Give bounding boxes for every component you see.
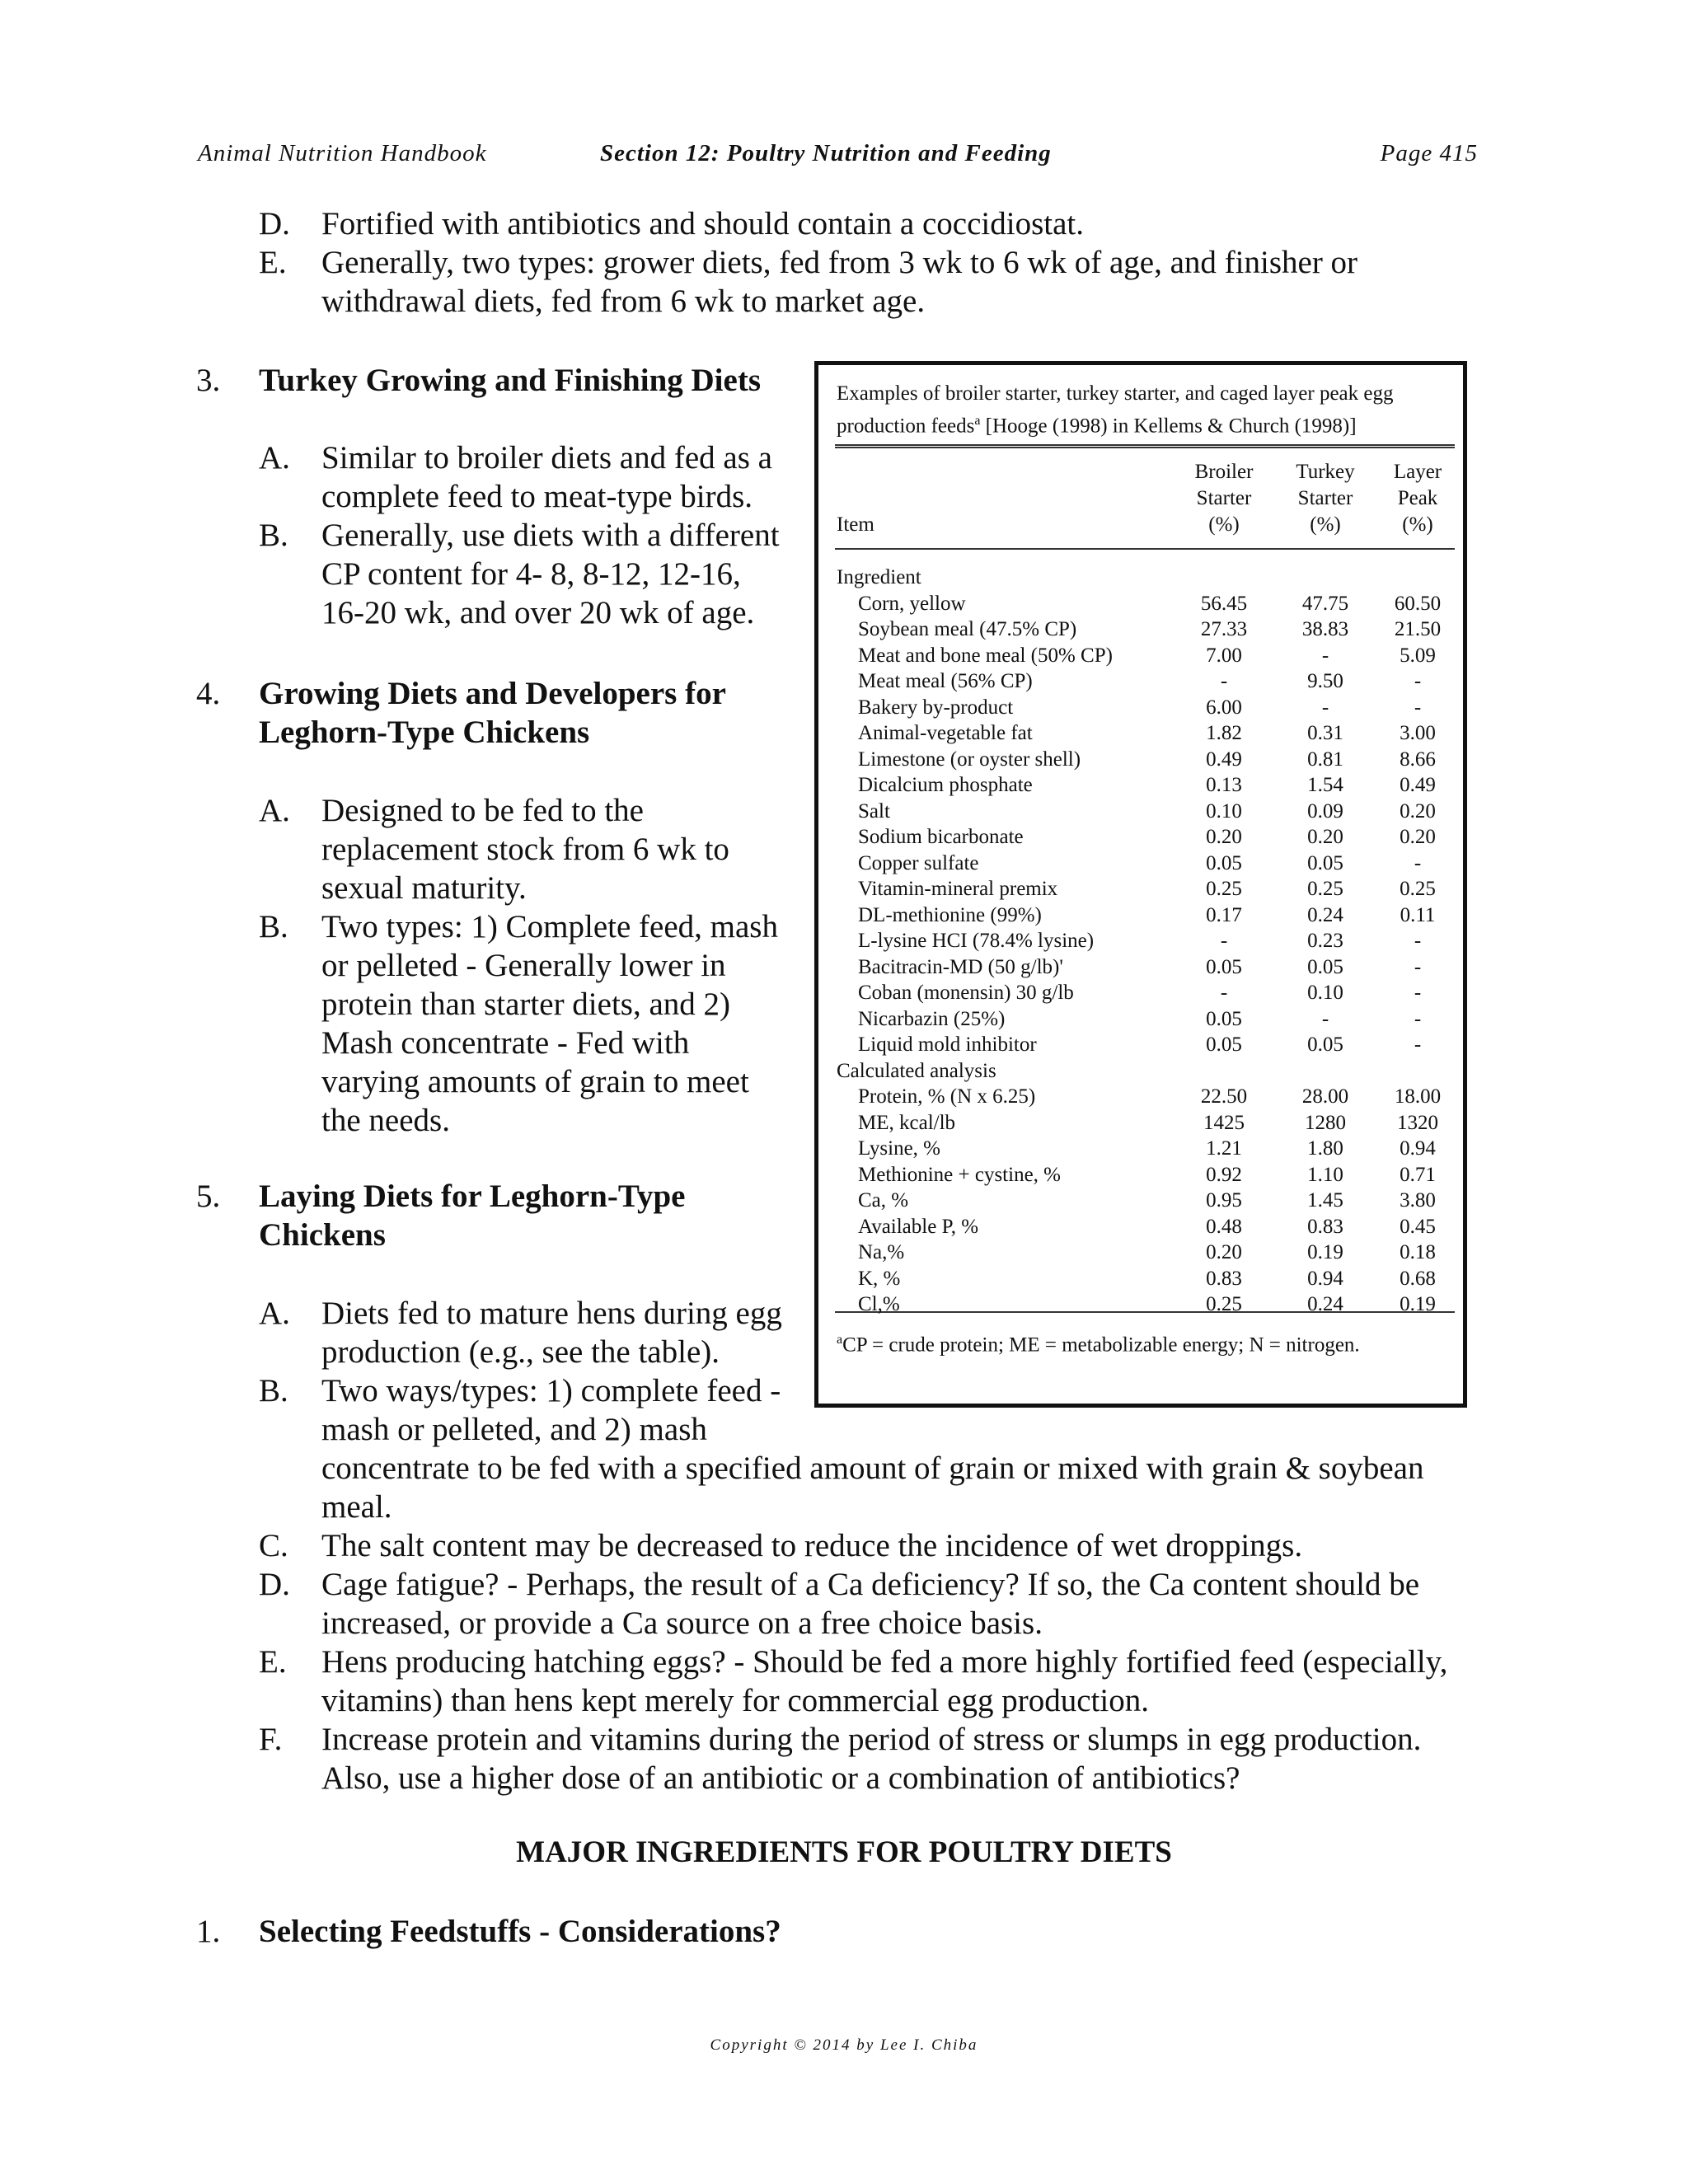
table-cell: 6.00 [1206,696,1242,719]
table-cell: 1320 [1397,1111,1438,1134]
table-row-label: Bakery by-product [858,696,1014,719]
table-cell: 0.10 [1206,799,1242,823]
major-heading: MAJOR INGREDIENTS FOR POULTRY DIETS [516,1835,1172,1869]
table-cell: 5.09 [1400,644,1436,667]
table-cell: 0.23 [1307,930,1343,952]
table-row-label: Coban (monensin) 30 g/lb [858,982,1074,1004]
section-heading: Growing Diets and Developers for [259,676,726,711]
feed-composition-table [814,361,1467,1408]
table-cell: 0.20 [1400,826,1436,848]
table-row-label: Cl,% [858,1293,900,1315]
table-cell: 1.82 [1206,722,1242,744]
table-cell: 1.45 [1307,1189,1343,1212]
table-row-label: DL-methionine (99%) [858,903,1042,926]
table-cell: 3.00 [1400,722,1436,744]
header-section-title: Section 12: Poultry Nutrition and Feeding [600,140,1052,166]
section-heading: Laying Diets for Leghorn-Type [259,1179,686,1214]
table-cell: 21.50 [1394,618,1442,640]
table-cell: 1.80 [1307,1137,1343,1160]
table-cell: 0.25 [1400,878,1436,900]
table-row-label: Copper sulfate [858,851,979,874]
table-cell: 0.49 [1206,748,1242,771]
table-row-label: Protein, % (N x 6.25) [858,1085,1036,1108]
table-cell: - [1220,982,1228,1004]
table-cell: - [1321,1007,1329,1030]
table-cell: 0.19 [1400,1293,1436,1315]
table-cell: - [1414,1007,1422,1030]
section-heading: Turkey Growing and Finishing Diets [259,363,761,398]
group-label-ingredient: Ingredient [837,566,921,588]
column-header-turkey: Turkey Starter (%) [1296,461,1355,536]
table-cell: 0.45 [1400,1215,1436,1238]
table-row-label: Ca, % [858,1189,909,1212]
table-cell: 1.21 [1206,1137,1242,1160]
table-row-label: Sodium bicarbonate [858,826,1024,848]
table-cell: 28.00 [1301,1085,1349,1108]
table-cell: 0.94 [1400,1137,1436,1160]
table-cell: 0.83 [1307,1215,1343,1238]
table-cell: 0.25 [1206,1293,1242,1315]
table-cell: 1280 [1305,1111,1346,1134]
table-row-label: Na,% [858,1241,905,1263]
table-cell: 0.81 [1307,748,1343,771]
table-cell: 8.66 [1400,748,1436,771]
table-cell: - [1220,930,1228,952]
table-cell: 0.20 [1206,1241,1242,1263]
copyright-footer: Copyright © 2014 by Lee I. Chiba [710,2036,978,2054]
table-row-label: Liquid mold inhibitor [858,1033,1037,1056]
table-cell: 47.75 [1301,592,1349,615]
header-rule [835,548,1455,550]
table-row-label: Lysine, % [858,1137,940,1160]
table-row-label: Vitamin-mineral premix [858,878,1058,900]
table-row-label: Dicalcium phosphate [858,774,1033,796]
table-row-label: Meat and bone meal (50% CP) [858,644,1113,667]
table-cell: - [1414,670,1422,692]
table-cell: 0.19 [1307,1241,1343,1263]
table-cell: - [1414,1033,1422,1056]
table-cell: 0.83 [1206,1267,1242,1290]
table-cell: 1.54 [1307,774,1343,796]
table-cell: 0.17 [1206,903,1242,926]
table-row-label: Corn, yellow [858,592,966,615]
table-cell: - [1414,930,1422,952]
table-cell: 9.50 [1307,670,1343,692]
table-cell: 0.95 [1206,1189,1242,1212]
group-label-analysis: Calculated analysis [837,1059,996,1082]
table-cell: 7.00 [1206,644,1242,667]
table-cell: 0.24 [1307,1293,1343,1315]
table-cell: 0.05 [1307,955,1343,978]
table-cell: 0.11 [1400,903,1436,926]
table-cell: 38.83 [1301,618,1349,640]
table-cell: 0.09 [1307,799,1343,823]
table-cell: 0.05 [1307,851,1343,874]
table-footnote: $^a$CP = crude protein; ME = metabolizable energy; N = nitrogen. [837,1333,1360,1357]
table-cell: - [1321,696,1329,719]
table-row-label: Meat meal (56% CP) [858,670,1033,692]
column-header-broiler: Broiler Starter (%) [1194,461,1254,536]
table-cell: 0.49 [1400,774,1436,796]
table-row-label: L-lysine HCI (78.4% lysine) [858,930,1095,952]
table-cell: 0.94 [1307,1267,1343,1290]
header-book-title: Animal Nutrition Handbook [198,140,487,166]
table-cell: 3.80 [1400,1189,1436,1212]
table-cell: 0.05 [1307,1033,1343,1056]
table-cell: 18.00 [1394,1085,1442,1108]
table-cell: 0.05 [1206,1007,1242,1030]
column-header-item: Item [837,513,874,536]
table-cell: 1425 [1203,1111,1245,1134]
table-cell: 0.05 [1206,955,1242,978]
table-row-label: Limestone (or oyster shell) [858,748,1081,771]
table-row-label: Methionine + cystine, % [858,1163,1061,1186]
table-row-label: Animal-vegetable fat [858,722,1033,744]
table-cell: 56.45 [1200,592,1248,615]
table-cell: - [1220,670,1228,692]
table-cell: 0.05 [1206,1033,1242,1056]
table-cell: 0.92 [1206,1163,1242,1186]
column-header-layer: Layer Peak (%) [1393,461,1442,536]
table-cell: 0.25 [1307,878,1343,900]
table-row-label: Soybean meal (47.5% CP) [858,618,1077,640]
table-cell: 0.13 [1206,774,1242,796]
table-cell: 60.50 [1394,592,1442,615]
double-rule [835,444,1455,448]
table-cell: - [1321,644,1329,667]
table-cell: 0.10 [1307,982,1343,1004]
table-cell: 0.20 [1400,799,1436,823]
table-cell: - [1414,696,1422,719]
table-cell: - [1414,851,1422,874]
table-row-label: Bacitracin-MD (50 g/lb)' [858,955,1063,978]
table-cell: 0.20 [1206,826,1242,848]
table-row-label: Nicarbazin (25%) [858,1007,1006,1030]
table-cell: - [1414,955,1422,978]
table-cell: 27.33 [1200,618,1248,640]
section-heading: Selecting Feedstuffs - Considerations? [259,1914,781,1949]
table-row-label: K, % [858,1267,901,1290]
table-caption: Examples of broiler starter, turkey starter, and caged layer peak egg production feeds$^a$ [Hooge (1998) in Kellems & Church (1998)] [837,382,1394,438]
header-page-number: Page 415 [1380,140,1478,166]
table-row-label: ME, kcal/lb [858,1111,956,1134]
table-row-label: Salt [858,799,890,823]
table-cell: 0.24 [1307,903,1343,926]
table-cell: 0.48 [1206,1215,1242,1238]
table-cell: - [1414,982,1422,1004]
table-cell: 0.20 [1307,826,1343,848]
table-cell: 22.50 [1200,1085,1248,1108]
table-cell: 0.71 [1400,1163,1436,1186]
table-row-label: Available P, % [858,1215,979,1238]
table-cell: 0.68 [1400,1267,1436,1290]
table-cell: 0.25 [1206,878,1242,900]
table-cell: 1.10 [1307,1163,1343,1186]
table-cell: 0.05 [1206,851,1242,874]
table-cell: 0.31 [1307,722,1343,744]
table-cell: 0.18 [1400,1241,1436,1263]
